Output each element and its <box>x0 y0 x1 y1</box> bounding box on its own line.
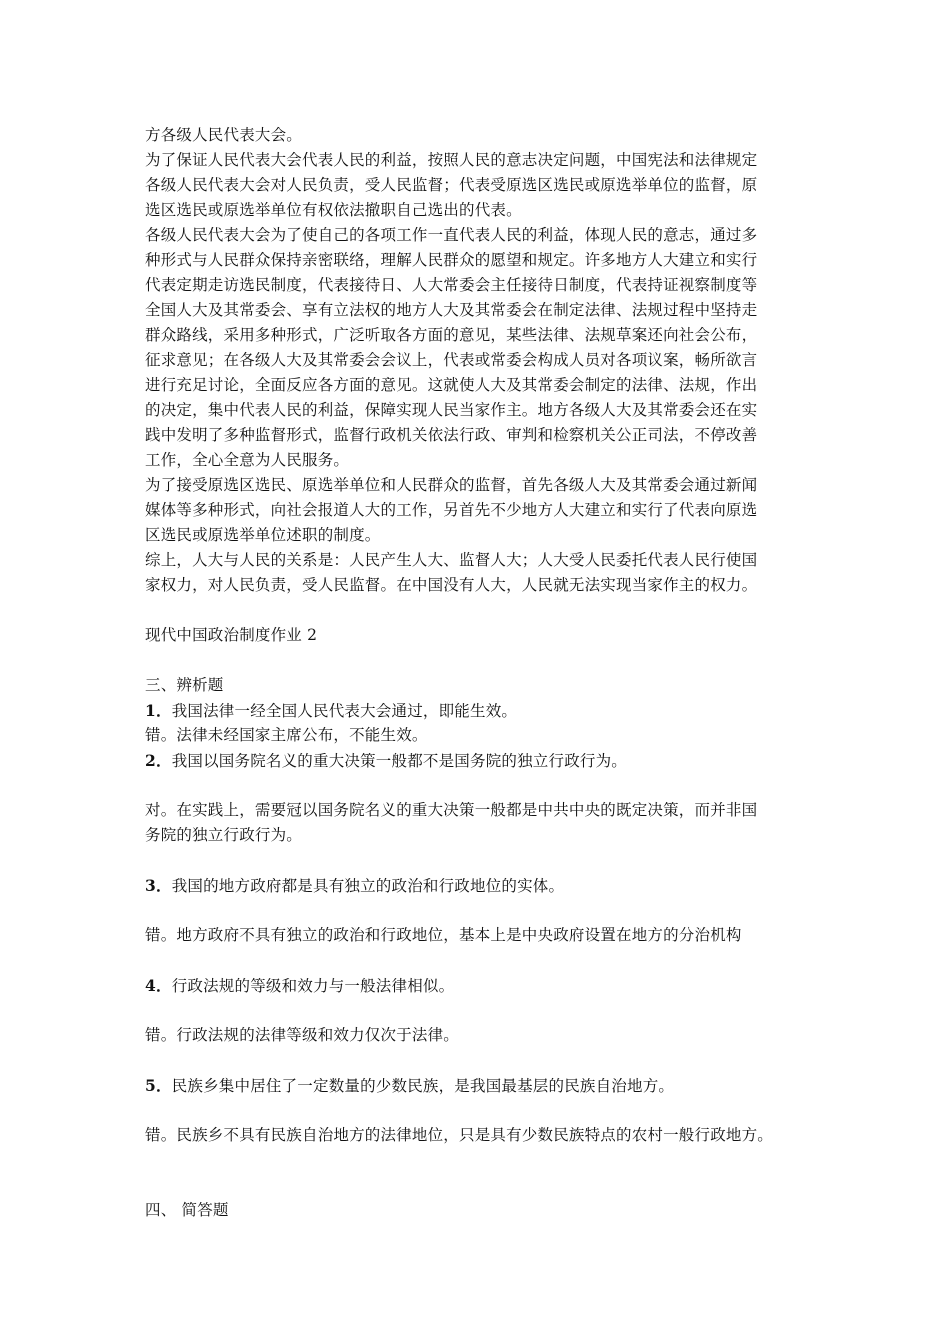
question-text: 我国以国务院名义的重大决策一般都不是国务院的独立行政行为。 <box>171 752 627 770</box>
text-line: 种形式与人民群众保持亲密联络，理解人民群众的愿望和规定。许多地方人大建立和实行 <box>145 251 758 269</box>
document-page <box>145 123 813 1223</box>
text-line: 征求意见；在各级人大及其常委会会议上，代表或常委会构成人员对各项议案，畅所欲言 <box>145 351 758 369</box>
text-line: 代表定期走访选民制度，代表接待日、人大常委会主任接待日制度，代表持证视察制度等 <box>145 276 758 294</box>
answer-5: 错。民族乡不具有民族自治地方的法律地位，只是具有少数民族特点的农村一般行政地方。 <box>145 1126 774 1144</box>
text-line: 群众路线，采用多种形式，广泛听取各方面的意见，某些法律、法规草案还向社会公布， <box>145 326 758 344</box>
question-2 <box>145 748 813 773</box>
question-text: 我国的地方政府都是具有独立的政治和行政地位的实体。 <box>171 877 565 895</box>
question-text: 我国法律一经全国人民代表大会通过，即能生效。 <box>171 702 518 720</box>
text-line: 家权力，对人民负责，受人民监督。在中国没有人大，人民就无法实现当家作主的权力。 <box>145 576 758 594</box>
question-1 <box>145 698 813 723</box>
answer-1: 错。法律未经国家主席公布，不能生效。 <box>145 726 428 744</box>
question-4 <box>145 973 813 998</box>
text-line: 各级人民代表大会为了使自己的各项工作一直代表人民的利益，体现人民的意志，通过多 <box>145 226 758 244</box>
section-heading-3: 三、辨析题 <box>145 676 224 694</box>
question-number: 2． <box>145 751 172 770</box>
text-line: 工作，全心全意为人民服务。 <box>145 451 350 469</box>
text-line: 为了保证人民代表大会代表人民的利益，按照人民的意志决定问题，中国宪法和法律规定 <box>145 151 758 169</box>
spacer <box>145 598 813 623</box>
text-line: 综上，人大与人民的关系是：人民产生人大、监督人大；人大受人民委托代表人民行使国 <box>145 551 758 569</box>
spacer <box>145 1173 813 1198</box>
spacer <box>145 948 813 973</box>
text-line: 进行充足讨论，全面反应各方面的意见。这就使人大及其常委会制定的法律、法规，作出 <box>145 376 758 394</box>
spacer <box>145 998 813 1023</box>
answer-3: 错。地方政府不具有独立的政治和行政地位，基本上是中央政府设置在地方的分治机构 <box>145 926 742 944</box>
spacer <box>145 773 813 798</box>
question-text: 民族乡集中居住了一定数量的少数民族，是我国最基层的民族自治地方。 <box>171 1077 675 1095</box>
spacer <box>145 1098 813 1123</box>
text-line: 选区选民或原选举单位有权依法撤职自己选出的代表。 <box>145 201 522 219</box>
paragraph-block <box>145 123 813 598</box>
text-line: 全国人大及其常委会、享有立法权的地方人大及其常委会在制定法律、法规过程中坚持走 <box>145 301 758 319</box>
spacer <box>145 1048 813 1073</box>
question-3 <box>145 873 813 898</box>
spacer <box>145 648 813 673</box>
answer-2-line-2: 务院的独立行政行为。 <box>145 826 303 844</box>
text-line: 的决定，集中代表人民的利益，保障实现人民当家作主。地方各级人大及其常委会还在实 <box>145 401 758 419</box>
text-line: 媒体等多种形式，向社会报道人大的工作，另首先不少地方人大建立和实行了代表向原选 <box>145 501 758 519</box>
text-line: 区选民或原选举单位述职的制度。 <box>145 526 381 544</box>
question-number: 5． <box>145 1076 172 1095</box>
answer-2-line-1: 对。在实践上，需要冠以国务院名义的重大决策一般都是中共中央的既定决策，而并非国 <box>145 801 758 819</box>
spacer <box>145 898 813 923</box>
question-text: 行政法规的等级和效力与一般法律相似。 <box>171 977 455 995</box>
answer-4: 错。行政法规的法律等级和效力仅次于法律。 <box>145 1026 460 1044</box>
text-line: 为了接受原选区选民、原选举单位和人民群众的监督，首先各级人大及其常委会通过新闻 <box>145 476 758 494</box>
section-heading-4: 四、 简答题 <box>145 1201 229 1219</box>
text-line: 各级人民代表大会对人民负责，受人民监督；代表受原选区选民或原选举单位的监督，原 <box>145 176 758 194</box>
question-number: 1． <box>145 701 172 720</box>
text-line: 践中发明了多种监督形式，监督行政机关依法行政、审判和检察机关公正司法，不停改善 <box>145 426 758 444</box>
question-number: 3． <box>145 876 172 895</box>
text-line: 方各级人民代表大会。 <box>145 126 303 144</box>
spacer <box>145 848 813 873</box>
question-number: 4． <box>145 976 172 995</box>
question-5 <box>145 1073 813 1098</box>
assignment-title: 现代中国政治制度作业 2 <box>145 626 318 644</box>
spacer <box>145 1148 813 1173</box>
